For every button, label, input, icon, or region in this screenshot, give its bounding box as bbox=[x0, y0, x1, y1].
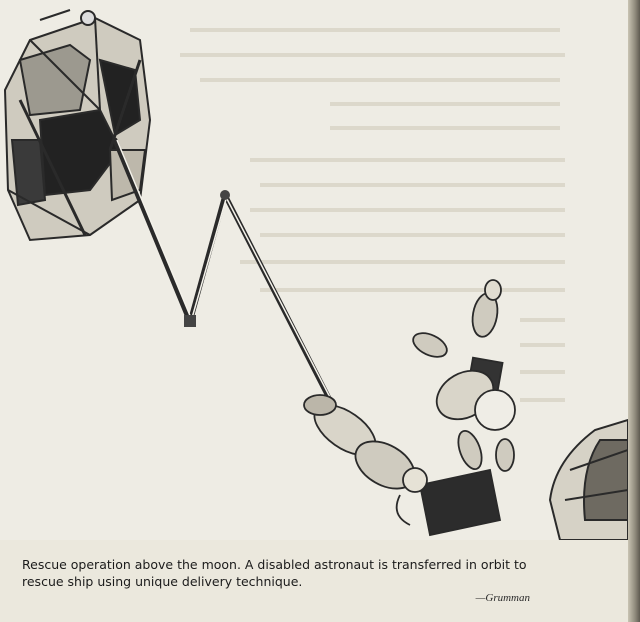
telescoping-boom-icon bbox=[115, 140, 335, 410]
astronaut-icon bbox=[409, 280, 515, 472]
boom-highlight bbox=[117, 140, 334, 405]
boom-joint bbox=[184, 315, 196, 327]
page-binding-edge bbox=[628, 0, 640, 622]
lunar-module-icon bbox=[5, 10, 150, 240]
rescue-ship-icon bbox=[550, 420, 628, 540]
boom-joint-upper bbox=[220, 190, 230, 200]
figure-caption: Rescue operation above the moon. A disabled astronaut is transferred in orbit to rescue ship using unique delivery technique. bbox=[22, 557, 527, 589]
figure-credit: —Grumman bbox=[475, 592, 530, 604]
